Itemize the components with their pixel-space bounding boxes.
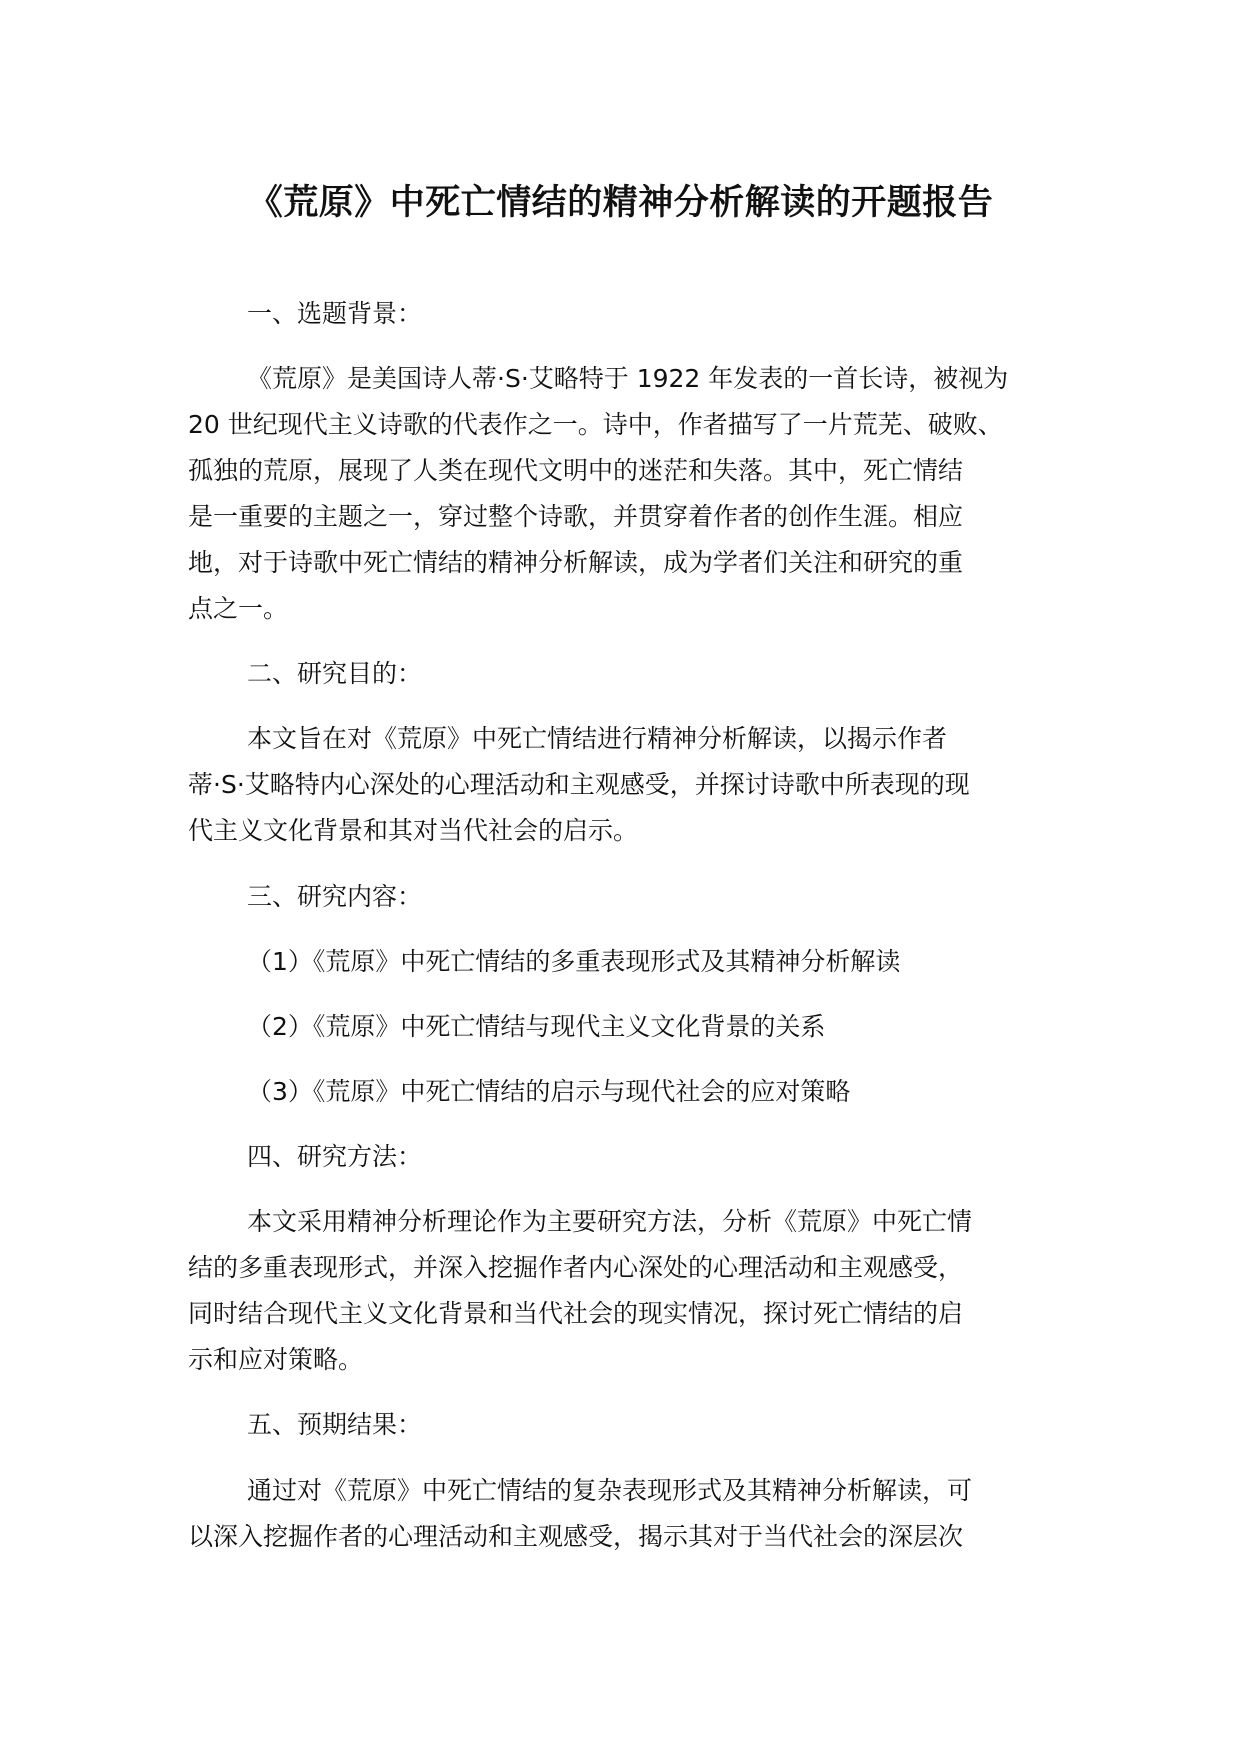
section-heading-background: 一、选题背景：: [247, 299, 423, 328]
paragraph-line: 地，对于诗歌中死亡情结的精神分析解读，成为学者们关注和研究的重: [188, 548, 964, 577]
section-heading-expected-results: 五、预期结果：: [247, 1410, 423, 1439]
paragraph-line: 孤独的荒原，展现了人类在现代文明中的迷茫和失落。其中，死亡情结: [188, 456, 964, 485]
paragraph-line: 蒂·S·艾略特内心深处的心理活动和主观感受，并探讨诗歌中所表现的现: [188, 770, 970, 799]
paragraph-line: 同时结合现代主义文化背景和当代社会的现实情况，探讨死亡情结的启: [188, 1299, 964, 1328]
paragraph-line: 点之一。: [188, 594, 289, 623]
paragraph-line: 是一重要的主题之一，穿过整个诗歌，并贯穿着作者的创作生涯。相应: [188, 502, 964, 531]
paragraph-line: 20 世纪现代主义诗歌的代表作之一。诗中，作者描写了一片荒芜、破败、: [188, 410, 1003, 439]
paragraph-line: 以深入挖掘作者的心理活动和主观感受，揭示其对于当代社会的深层次: [188, 1522, 964, 1551]
list-item: （1）《荒原》中死亡情结的多重表现形式及其精神分析解读: [247, 947, 901, 976]
paragraph-line: 代主义文化背景和其对当代社会的启示。: [188, 816, 639, 845]
paragraph-line: 示和应对策略。: [188, 1345, 364, 1374]
document-title: 《荒原》中死亡情结的精神分析解读的开题报告: [247, 183, 994, 223]
section-heading-content: 三、研究内容：: [247, 882, 423, 911]
paragraph-line: 本文旨在对《荒原》中死亡情结进行精神分析解读，以揭示作者: [247, 724, 948, 753]
paragraph-line: 结的多重表现形式，并深入挖掘作者内心深处的心理活动和主观感受，: [188, 1253, 964, 1282]
paragraph-line: 《荒原》是美国诗人蒂·S·艾略特于 1922 年发表的一首长诗，被视为: [247, 364, 1009, 393]
section-heading-method: 四、研究方法：: [247, 1142, 423, 1171]
paragraph-line: 本文采用精神分析理论作为主要研究方法，分析《荒原》中死亡情: [247, 1207, 973, 1236]
section-heading-purpose: 二、研究目的：: [247, 659, 423, 688]
list-item: （2）《荒原》中死亡情结与现代主义文化背景的关系: [247, 1012, 826, 1041]
list-item: （3）《荒原》中死亡情结的启示与现代社会的应对策略: [247, 1077, 851, 1106]
paragraph-line: 通过对《荒原》中死亡情结的复杂表现形式及其精神分析解读，可: [247, 1476, 973, 1505]
